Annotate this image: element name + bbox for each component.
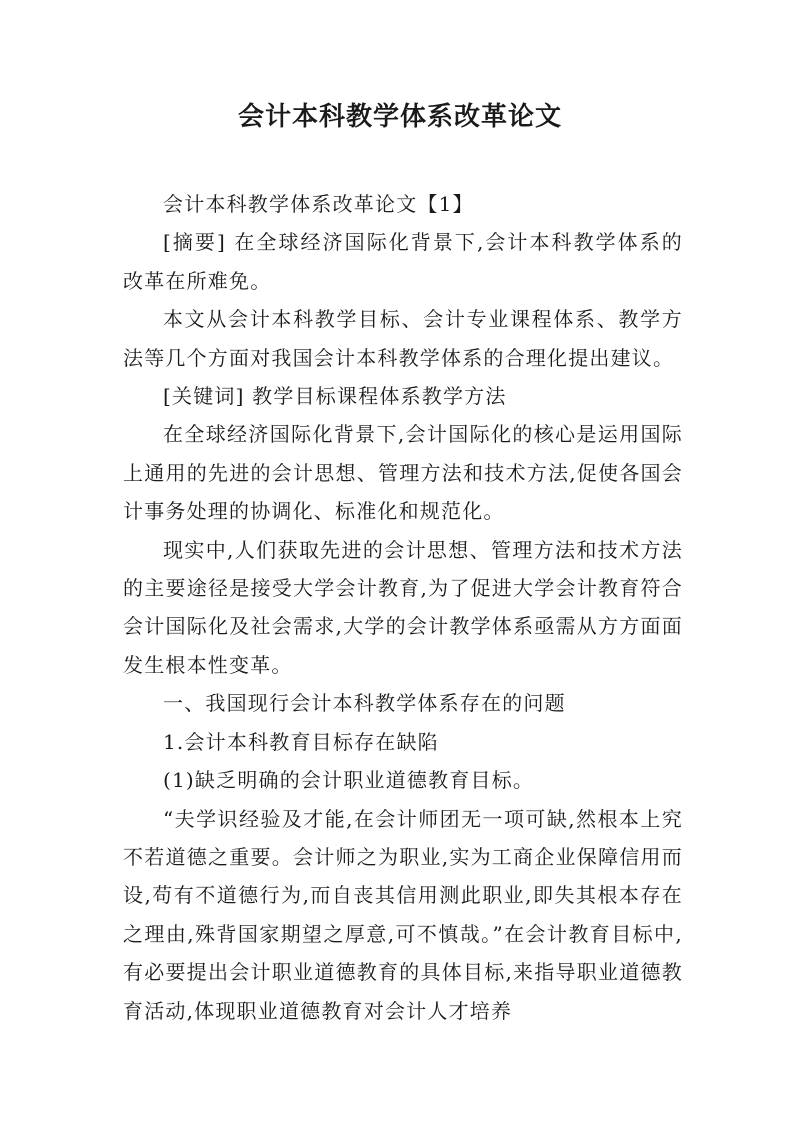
subsection-heading: 1.会计本科教育目标存在缺陷 <box>163 729 439 754</box>
paragraph: (1)缺乏明确的会计职业道德教育目标。 <box>163 768 535 793</box>
section-heading: 一、我国现行会计本科教学体系存在的问题 <box>163 691 566 716</box>
paragraph: 本文从会计本科教学目标、会计专业课程体系、教学方法等几个方面对我国会计本科教学体系的合理化提出建议。 <box>123 307 683 370</box>
paragraph: [关键词] 教学目标课程体系教学方法 <box>163 384 507 409</box>
document-body <box>123 185 683 1030</box>
paragraph: [摘要] 在全球经济国际化背景下,会计本科教学体系的改革在所难免。 <box>123 230 683 293</box>
document-title: 会计本科教学体系改革论文 <box>237 102 562 132</box>
paragraph: 会计本科教学体系改革论文【1】 <box>163 192 474 216</box>
paragraph: 现实中,人们获取先进的会计思想、管理方法和技术方法的主要途径是接受大学会计教育,为了促进大学会计教育符合会计国际化及社会需求,大学的会计教学体系亟需从方方面面发生根本性变革。 <box>123 537 683 677</box>
paragraph: 在全球经济国际化背景下,会计国际化的核心是运用国际上通用的先进的会计思想、管理方法和技术方法,促使各国会计事务处理的协调化、标准化和规范化。 <box>123 422 683 524</box>
paragraph: “夫学识经验及才能,在会计师团无一项可缺,然根本上究不若道德之重要。会计师之为职业,实为工商企业保障信用而设,苟有不道德行为,而自丧其信用测此职业,即失其根本存在之理由,殊背国家期望之厚意,可不慎哉。”在会计教育目标中,有必要提出会计职业道德教育的具体目标,来指导职业道德教育活动,体现职业道德教育对会计人才培养 <box>123 806 683 1023</box>
